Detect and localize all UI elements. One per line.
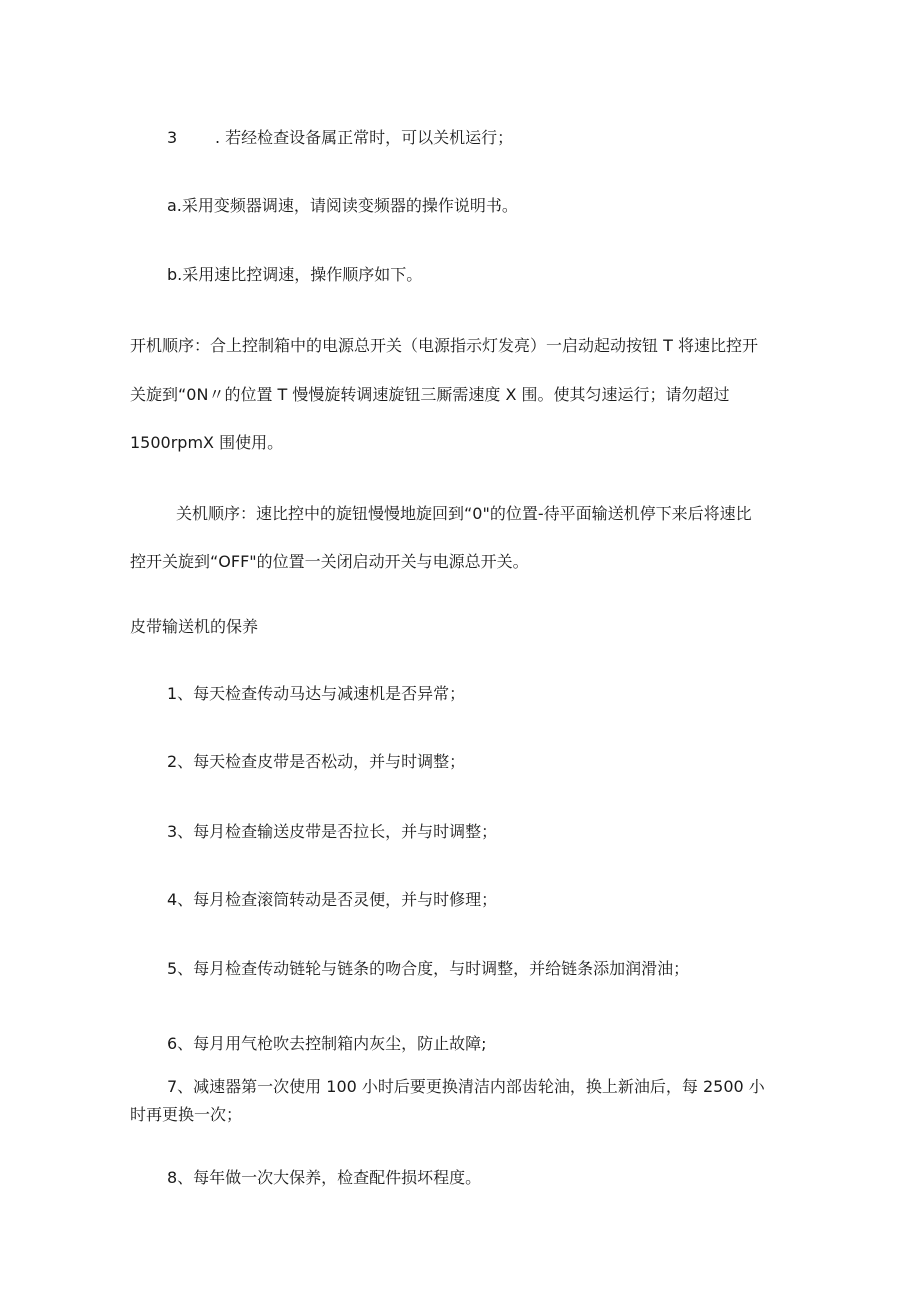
- maintenance-item-1: 1、每天检查传动马达与减速机是否异常；: [167, 684, 466, 703]
- startup-sequence-line-1: 开机顺序：合上控制箱中的电源总开关（电源指示灯发亮）一启动起动按钮 T 将速比控开: [130, 336, 758, 355]
- maintenance-item-7-line-1: 7、减速器第一次使用 100 小时后要更换清洁内部齿轮油，换上新油后，每 2500 小: [167, 1077, 765, 1096]
- maintenance-heading: 皮带输送机的保养: [130, 617, 259, 636]
- startup-sequence-line-3: 1500rpmX 围使用。: [130, 433, 284, 452]
- maintenance-item-7-line-2: 时再更换一次；: [130, 1105, 243, 1124]
- shutdown-sequence-line-1: 关机顺序：速比控中的旋钮慢慢地旋回到“0"的位置-待平面输送机停下来后将速比: [176, 504, 752, 523]
- maintenance-item-5: 5、每月检查传动链轮与链条的吻合度，与时调整，并给链条添加润滑油；: [167, 959, 690, 978]
- option-b: b.采用速比控调速，操作顺序如下。: [167, 265, 423, 284]
- step-3: [167, 128, 513, 148]
- startup-sequence-line-2: 关旋到“0N〃的位置 T 慢慢旋转调速旋钮三厮需速度 X 围。使其匀速运行；请勿超过: [130, 385, 730, 404]
- maintenance-item-3: 3、每月检查输送皮带是否拉长，并与时调整；: [167, 822, 498, 841]
- maintenance-item-6: 6、每月用气枪吹去控制箱内灰尘，防止故障;: [167, 1034, 487, 1053]
- maintenance-item-2: 2、每天检查皮带是否松动，并与时调整；: [167, 752, 466, 771]
- step-3-text: . 若经检查设备属正常时，可以关机运行；: [215, 128, 514, 147]
- shutdown-sequence-line-2: 控开关旋到“OFF"的位置一关闭启动开关与电源总开关。: [130, 552, 529, 571]
- maintenance-item-8: 8、每年做一次大保养，检查配件损坏程度。: [167, 1168, 482, 1187]
- maintenance-item-4: 4、每月检查滚筒转动是否灵便，并与时修理；: [167, 890, 498, 909]
- step-3-number: 3: [167, 128, 178, 147]
- option-a: a.采用变频器调速，请阅读变频器的操作说明书。: [167, 196, 518, 215]
